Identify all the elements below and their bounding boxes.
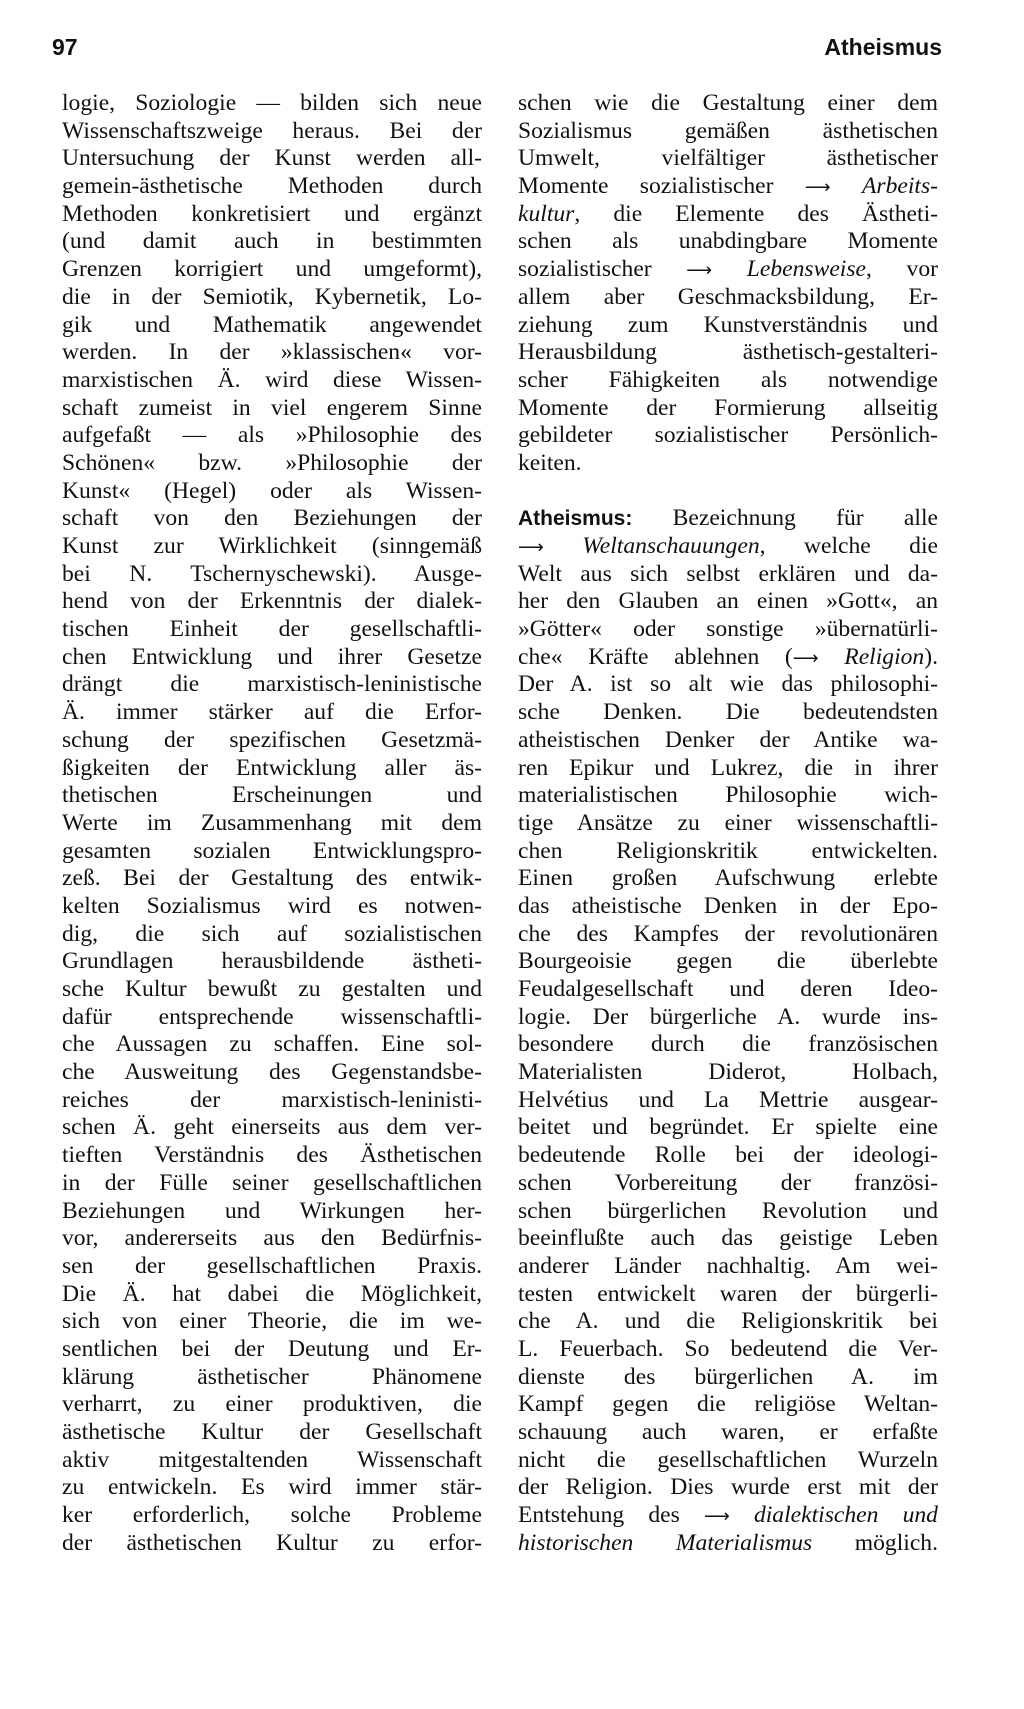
text-line: logie, Soziologie — bilden sich neue [62,90,482,116]
text-line: schaft von den Beziehungen der [62,505,482,532]
text-line: Kunst zur Wirklichkeit (sinngemäß [62,533,482,559]
text-line: thetischen Erscheinungen und [62,782,482,809]
text-line: besondere durch die französischen [518,1031,938,1058]
arrow-icon: ⟶ [703,1506,730,1528]
running-head: Atheismus [824,34,942,60]
text-line: sen der gesellschaftlichen Praxis. [62,1252,482,1279]
text-line: werden. In der »klassischen« vor- [62,339,482,366]
text-line: bei N. Tschernyschewski). Ausge- [62,560,482,587]
text-line: materialistischen Philosophie wich- [518,782,938,809]
text-line: Helvétius und La Mettrie ausgear- [518,1086,938,1113]
entry-spacer [518,478,938,506]
arrow-icon: ⟶ [792,647,819,669]
text-line: ren Epikur und Lukrez, die in ihrer [518,754,938,781]
text-line: dig, die sich auf sozialistischen [62,920,482,947]
cross-reference-link[interactable]: Lebensweise [746,256,867,283]
text-line: che« Kräfte ablehnen (⟶ Religion). [518,643,938,670]
text-line: Kampf gegen die religiöse Weltan- [518,1391,938,1418]
text-line: Atheismus: Bezeichnung für alle [518,505,938,532]
text-line: aufgefaßt — als »Philosophie des [62,422,482,449]
text-line: gesamten sozialen Entwicklungspro- [62,837,482,864]
text-line: chen Religionskritik entwickelten. [518,837,938,864]
text-line: sche Kultur bewußt zu gestalten und [62,976,482,1002]
text-line: tieften Verständnis des Ästhetischen [62,1142,482,1169]
arrow-icon: ⟶ [518,537,544,558]
text-line: der Religion. Dies wurde erst mit der [518,1474,938,1501]
text-line: schaft zumeist in viel engerem Sinne [62,394,482,421]
text-line: sich von einer Theorie, die im we- [62,1308,482,1335]
text-line: »Götter« oder sonstige »übernatürli- [518,616,938,643]
text-line: testen entwickelt waren der bürgerli- [518,1280,938,1307]
text-line: che A. und die Religionskritik bei [518,1308,938,1335]
text-line: (und damit auch in bestimmten [62,228,482,255]
text-line: Feudalgesellschaft und deren Ideo- [518,976,938,1002]
text-line: allem aber Geschmacksbildung, Er- [518,283,938,310]
text-line: che des Kampfes der revolutionären [518,920,938,947]
text-line: marxistischen Ä. wird diese Wissen- [62,366,482,393]
text-line: beitet und begründet. Er spielte eine [518,1114,938,1141]
text-line: dienste des bürgerlichen A. im [518,1363,938,1390]
cross-reference-link[interactable]: Religion [844,643,925,670]
text-line: klärung ästhetischer Phänomene [62,1363,482,1390]
text-line: Werte im Zusammenhang mit dem [62,809,482,836]
text-line: logie. Der bürgerliche A. wurde ins- [518,1003,938,1030]
text-line: schauung auch waren, er erfaßte [518,1419,938,1445]
entry-headword: Atheismus: [518,507,633,531]
text-line: Sozialismus gemäßen ästhetischen [518,117,938,144]
text-line: sozialistischer ⟶ Lebensweise, vor [518,256,938,283]
text-line: Wissenschaftszweige heraus. Bei der [62,117,482,144]
text-line: schen Ä. geht einerseits aus dem ver- [62,1114,482,1141]
text-line: Kunst« (Hegel) oder als Wissen- [62,477,482,504]
text-line: bedeutende Rolle bei der ideologi- [518,1142,938,1169]
text-line: Der A. ist so alt wie das philosophi- [518,671,938,698]
text-line: kultur, die Elemente des Ästheti- [518,200,938,227]
text-line: kelten Sozialismus wird es notwen- [62,892,482,919]
text-line: schung der spezifischen Gesetzmä- [62,726,482,753]
text-line: vor, andererseits aus den Bedürfnis- [62,1225,482,1252]
text-line: sentlichen bei der Deutung und Er- [62,1335,482,1362]
text-line: Beziehungen und Wirkungen her- [62,1197,482,1224]
text-line: schen als unabdingbare Momente [518,228,938,255]
atheismus-entry [518,505,938,1557]
text-line: Bourgeoisie gegen die überlebte [518,948,938,975]
text-line: Momente sozialistischer ⟶ Arbeits- [518,173,938,200]
text-line: die in der Semiotik, Kybernetik, Lo- [62,283,482,310]
text-line: Grundlagen herausbildende ästheti- [62,948,482,975]
text-line: Materialisten Diderot, Holbach, [518,1059,938,1086]
text-line: ker erforderlich, solche Probleme [62,1502,482,1529]
text-line: che Aussagen zu schaffen. Eine sol- [62,1031,482,1058]
right-column [518,90,938,1557]
text-line: Untersuchung der Kunst werden all- [62,145,482,172]
text-line: atheistischen Denker der Antike wa- [518,726,938,753]
arrow-icon: ⟶ [686,260,713,282]
text-line: schen wie die Gestaltung einer dem [518,90,938,116]
text-line: Methoden konkretisiert und ergänzt [62,200,482,227]
left-column [62,90,482,1557]
text-line: ßigkeiten der Entwicklung aller äs- [62,754,482,781]
cross-reference-link[interactable]: dialektischen und [753,1502,938,1529]
text-line: Grenzen korrigiert und umgeformt), [62,256,482,283]
text-line: drängt die marxistisch-leninistische [62,671,482,698]
text-line: beeinflußte auch das geistige Leben [518,1225,938,1252]
text-line: Momente der Formierung allseitig [518,394,938,421]
arrow-icon: ⟶ [804,177,831,199]
text-line: der ästhetischen Kultur zu erfor- [62,1529,482,1556]
text-line: her den Glauben an einen »Gott«, an [518,588,938,615]
text-line: gik und Mathematik angewendet [62,311,482,338]
page-header [52,34,942,70]
text-line: Herausbildung ästhetisch-gestalteri- [518,339,938,366]
cross-reference-link[interactable]: Arbeits- [861,173,938,200]
text-line: hend von der Erkenntnis der dialek- [62,588,482,615]
text-line: sche Denken. Die bedeutendsten [518,699,938,726]
text-line: ästhetische Kultur der Gesellschaft [62,1419,482,1445]
text-line: Ä. immer stärker auf die Erfor- [62,699,482,726]
text-line: Die Ä. hat dabei die Möglichkeit, [62,1280,482,1307]
text-line: Umwelt, vielfältiger ästhetischer [518,145,938,172]
text-line: nicht die gesellschaftlichen Wurzeln [518,1446,938,1473]
text-line: das atheistische Denken in der Epo- [518,892,938,919]
text-line: che Ausweitung des Gegenstandsbe- [62,1059,482,1086]
text-line: reiches der marxistisch-leninisti- [62,1086,482,1113]
text-line: schen bürgerlichen Revolution und [518,1197,938,1224]
text-line: gemein-ästhetische Methoden durch [62,173,482,200]
text-line: schen Vorbereitung der französi- [518,1169,938,1196]
aesthetik-continuation [518,90,938,478]
text-line: anderer Länder nachhaltig. Am wei- [518,1252,938,1279]
text-line: ⟶ Weltanschauungen, welche die [518,533,939,559]
text-line: Einen großen Aufschwung erlebte [518,865,938,892]
text-line: zu entwickeln. Es wird immer stär- [62,1474,482,1501]
text-line: chen Entwicklung und ihrer Gesetze [62,643,482,670]
cross-reference-link[interactable]: historischen Materialismus [518,1529,813,1556]
text-line: Schönen« bzw. »Philosophie der [62,449,482,476]
text-line: scher Fähigkeiten als notwendige [518,366,938,393]
text-line: zeß. Bei der Gestaltung des entwik- [62,865,482,892]
text-line: ziehung zum Kunstverständnis und [518,311,938,338]
cross-reference-link[interactable]: kultur [518,200,575,227]
text-line: aktiv mitgestaltenden Wissenschaft [62,1446,482,1473]
text-line: Entstehung des ⟶ dialektischen und [518,1502,938,1529]
page-number: 97 [52,34,78,60]
text-line: verharrt, zu einer produktiven, die [62,1391,482,1418]
text-line: tischen Einheit der gesellschaftli- [62,616,482,643]
text-line: gebildeter sozialistischer Persönlich- [518,422,938,449]
text-line: historischen Materialismus möglich. [518,1529,938,1556]
text-line: tige Ansätze zu einer wissenschaftli- [518,809,938,836]
text-line: Welt aus sich selbst erklären und da- [518,560,938,587]
text-line: dafür entsprechende wissenschaftli- [62,1003,482,1030]
text-line: keiten. [518,449,582,476]
text-line: in der Fülle seiner gesellschaftlichen [62,1169,482,1196]
cross-reference-link[interactable]: Weltanschauungen [582,533,760,559]
text-line: L. Feuerbach. So bedeutend die Ver- [518,1335,938,1362]
